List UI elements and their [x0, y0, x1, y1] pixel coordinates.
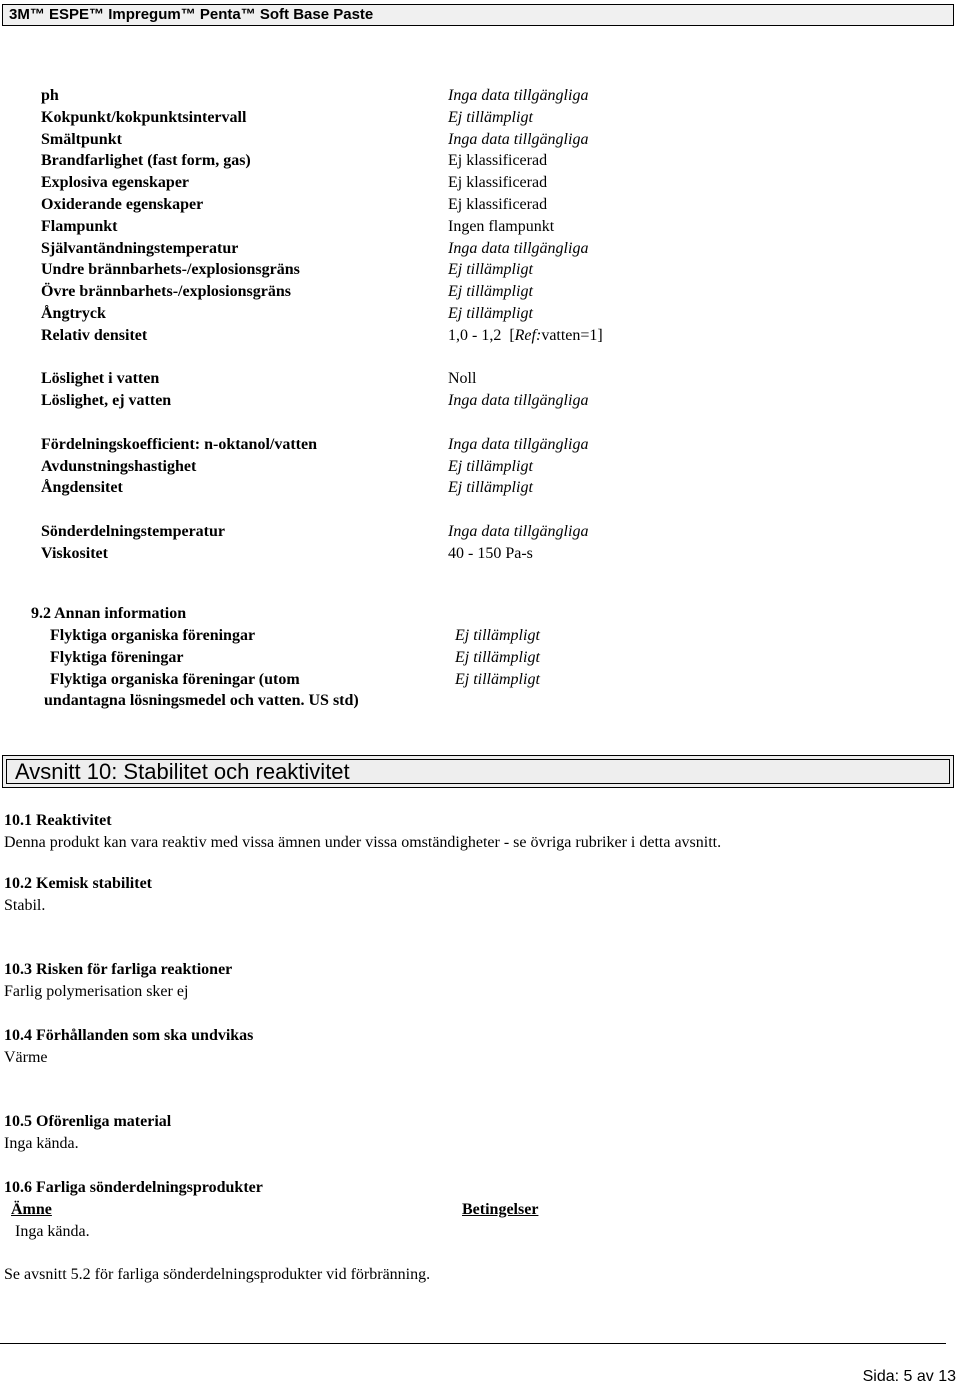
- hazardous-reactions-block: [4, 959, 232, 1003]
- property-value: Ej tillämpligt: [448, 457, 533, 475]
- chemical-stability-text: Stabil.: [4, 896, 46, 914]
- conditions-to-avoid-block: [4, 1025, 253, 1069]
- property-value: Ej tillämpligt: [448, 479, 533, 497]
- property-label: Oxiderande egenskaper: [41, 195, 204, 213]
- property-value: 40 - 150 Pa-s: [448, 544, 533, 562]
- document-header: [2, 4, 954, 26]
- property-row: [0, 281, 960, 303]
- other-info-title: 9.2 Annan information: [31, 605, 187, 622]
- column-header-substance: Ämne: [11, 1201, 52, 1218]
- property-row: [0, 216, 960, 238]
- chemical-stability-block: [4, 873, 152, 917]
- decomposition-products-title: 10.6 Farliga sönderdelningsprodukter: [4, 1179, 263, 1196]
- row-spacer: [0, 347, 960, 369]
- property-value-ref: Ref:: [514, 326, 542, 344]
- property-value: Ej klassificerad: [448, 174, 548, 192]
- property-value-start: 1,0 - 1,2 [: [448, 326, 515, 344]
- property-value: Ej klassificerad: [448, 195, 548, 213]
- property-label: Löslighet, ej vatten: [41, 392, 172, 410]
- property-value: Ej klassificerad: [448, 152, 548, 170]
- property-value: [448, 325, 603, 347]
- other-info-label: undantagna lösningsmedel och vatten. US std): [44, 692, 359, 710]
- property-row: [0, 325, 960, 347]
- property-label: Ångdensitet: [41, 479, 123, 497]
- other-info-value: Ej tillämpligt: [455, 648, 540, 666]
- property-row: [0, 521, 960, 543]
- other-info-value: Ej tillämpligt: [455, 670, 540, 688]
- property-row: [0, 107, 960, 129]
- property-row: [0, 456, 960, 478]
- reactivity-title: 10.1 Reaktivitet: [4, 812, 112, 829]
- reactivity-block: [4, 810, 721, 854]
- property-label: Flampunkt: [41, 217, 118, 235]
- document-title: 3M™ ESPE™ Impregum™ Penta™ Soft Base Paste: [9, 6, 374, 23]
- property-value: Ej tillämpligt: [448, 261, 533, 279]
- property-value: Noll: [448, 370, 477, 388]
- property-value-end: vatten=1]: [541, 326, 603, 344]
- property-value: Inga data tillgängliga: [448, 239, 589, 257]
- property-label: Självantändningstemperatur: [41, 239, 239, 257]
- property-value: Inga data tillgängliga: [448, 87, 589, 104]
- incompatible-materials-title: 10.5 Oförenliga material: [4, 1113, 172, 1130]
- physical-properties-table: [0, 85, 960, 565]
- property-label: Övre brännbarhets-/explosionsgräns: [41, 283, 291, 301]
- row-spacer: [0, 412, 960, 434]
- property-row: [0, 303, 960, 325]
- other-info-label: Flyktiga föreningar: [50, 648, 184, 666]
- incompatible-materials-block: [4, 1111, 171, 1155]
- conditions-to-avoid-title: 10.4 Förhållanden som ska undvikas: [4, 1027, 254, 1044]
- property-value: Ej tillämpligt: [448, 108, 533, 126]
- property-label: Sönderdelningstemperatur: [41, 522, 225, 540]
- property-value: Inga data tillgängliga: [448, 522, 589, 540]
- section-10-title: Avsnitt 10: Stabilitet och reaktivitet: [6, 759, 950, 784]
- property-row: [0, 150, 960, 172]
- other-info-row: [0, 669, 960, 691]
- property-label: Löslighet i vatten: [41, 370, 160, 388]
- conditions-to-avoid-text: Värme: [4, 1048, 48, 1066]
- other-info-label: Flyktiga organiska föreningar (utom: [50, 670, 300, 688]
- property-label: Viskositet: [41, 544, 108, 562]
- property-label: Avdunstningshastighet: [41, 457, 197, 475]
- property-row: [0, 368, 960, 390]
- property-row: [0, 434, 960, 456]
- chemical-stability-title: 10.2 Kemisk stabilitet: [4, 875, 152, 892]
- other-info-label: Flyktiga organiska föreningar: [50, 627, 256, 644]
- property-row: [0, 194, 960, 216]
- incompatible-materials-text: Inga kända.: [4, 1134, 79, 1152]
- property-value: Inga data tillgängliga: [448, 130, 589, 148]
- other-info-row: [0, 690, 960, 712]
- property-row: [0, 477, 960, 499]
- reactivity-text: Denna produkt kan vara reaktiv med vissa ämnen under vissa omständigheter - se övriga rubriker i detta avsnitt.: [4, 833, 722, 851]
- property-label: Explosiva egenskaper: [41, 174, 190, 192]
- decomposition-row-text: Inga kända.: [15, 1223, 90, 1240]
- property-label: Fördelningskoefficient: n-oktanol/vatten: [41, 435, 317, 453]
- other-info-row: [0, 647, 960, 669]
- property-row: [0, 85, 960, 107]
- page-number: Sida: 5 av 13: [862, 1368, 956, 1385]
- section-10-header: [2, 755, 954, 788]
- hazardous-reactions-title: 10.3 Risken för farliga reaktioner: [4, 961, 233, 978]
- property-label: Ångtryck: [41, 304, 106, 322]
- property-value: Ingen flampunkt: [448, 217, 555, 235]
- property-label: Undre brännbarhets-/explosionsgräns: [41, 261, 300, 279]
- decomposition-note: Se avsnitt 5.2 för farliga sönderdelningsprodukter vid förbränning.: [4, 1266, 431, 1283]
- other-info-value: Ej tillämpligt: [455, 627, 540, 644]
- row-spacer: [0, 499, 960, 521]
- property-label: Kokpunkt/kokpunktsintervall: [41, 108, 247, 126]
- property-row: [0, 259, 960, 281]
- property-label: Smältpunkt: [41, 130, 122, 148]
- hazardous-reactions-text: Farlig polymerisation sker ej: [4, 982, 189, 1000]
- property-value: Ej tillämpligt: [448, 283, 533, 301]
- column-header-conditions: Betingelser: [462, 1201, 539, 1218]
- property-value: Inga data tillgängliga: [448, 435, 589, 453]
- property-label: Relativ densitet: [41, 326, 148, 344]
- property-label: ph: [41, 87, 59, 104]
- property-value: Ej tillämpligt: [448, 304, 533, 322]
- property-value: Inga data tillgängliga: [448, 392, 589, 410]
- property-row: [0, 129, 960, 151]
- property-row: [0, 172, 960, 194]
- property-row: [0, 390, 960, 412]
- property-row: [0, 238, 960, 260]
- property-row: [0, 543, 960, 565]
- other-info-row: [0, 625, 960, 647]
- property-label: Brandfarlighet (fast form, gas): [41, 152, 251, 170]
- footer-divider: [0, 1343, 946, 1344]
